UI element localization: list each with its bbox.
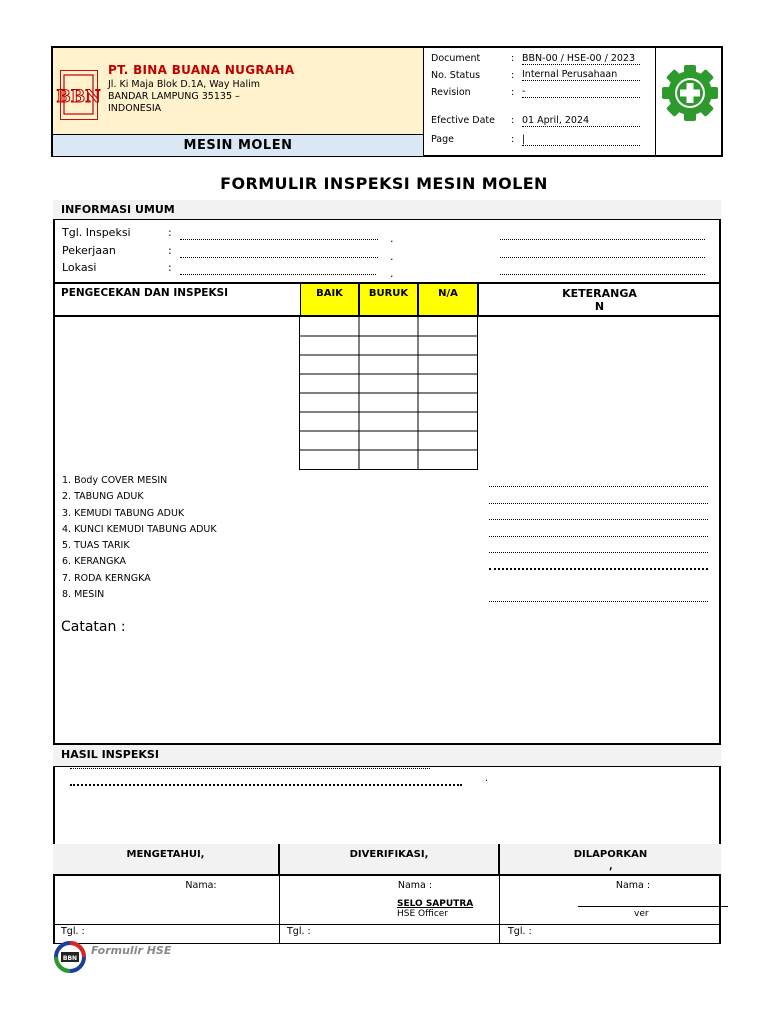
- field-label-date: Tgl. Inspeksi: [62, 226, 131, 239]
- field-input-date[interactable]: [180, 239, 378, 240]
- safety-gear-logo: [655, 48, 722, 155]
- checkbox-cell[interactable]: [300, 317, 359, 336]
- sig-name-label: Nama:: [185, 880, 217, 891]
- remark-line[interactable]: [489, 552, 708, 553]
- checkbox-cell[interactable]: [359, 317, 418, 336]
- sig-date-label[interactable]: Tgl. :: [508, 926, 532, 937]
- svg-text:BBN: BBN: [62, 955, 78, 962]
- meta-document-value: BBN-00 / HSE-00 / 2023: [522, 53, 640, 65]
- checklist-item: 5. TUAS TARIK: [62, 540, 130, 551]
- svg-text:BBN: BBN: [56, 87, 101, 107]
- company-address-line3: INDONESIA: [108, 103, 162, 114]
- result-header: HASIL INSPEKSI: [61, 748, 159, 761]
- checklist-item: 3. KEMUDI TABUNG ADUK: [62, 508, 185, 519]
- column-baik: BAIK: [300, 283, 359, 316]
- remark-line[interactable]: [489, 601, 708, 602]
- meta-date-label: Efective Date: [431, 115, 495, 126]
- checklist-item: 1. Body COVER MESIN: [62, 475, 168, 486]
- remark-line[interactable]: [489, 536, 708, 537]
- result-line[interactable]: [70, 768, 430, 769]
- verifier-role: HSE Officer: [397, 909, 448, 919]
- company-name: PT. BINA BUANA NUGRAHA: [108, 63, 295, 77]
- field-input-job[interactable]: [180, 257, 378, 258]
- meta-date-value: 01 April, 2024: [522, 115, 640, 127]
- field-input-job-extra[interactable]: [500, 257, 705, 258]
- notes-area[interactable]: [60, 640, 715, 740]
- sig-name-label: Nama :: [397, 880, 433, 891]
- meta-document-label: Document: [431, 53, 481, 64]
- meta-page-value: |: [522, 134, 640, 146]
- checklist-grid: [299, 316, 478, 470]
- meta-status-value: Internal Perusahaan: [522, 69, 640, 81]
- signature-header-diverifikasi: DIVERIFIKASI,: [279, 844, 499, 876]
- meta-revision-value: -: [522, 86, 640, 98]
- footer-logo: [53, 940, 87, 974]
- remark-line[interactable]: [489, 519, 708, 520]
- meta-status-label: No. Status: [431, 70, 481, 81]
- footer-label: Formulir HSE: [91, 944, 172, 957]
- general-info-header: INFORMASI UMUM: [53, 200, 721, 220]
- verifier-name: SELO SAPUTRA: [397, 899, 474, 909]
- checklist-header: PENGECEKAN DAN INSPEKSI: [61, 287, 229, 299]
- signature-header-dilaporkan: DILAPORKAN: [499, 844, 721, 876]
- sig-name-label: Nama :: [615, 880, 651, 891]
- notes-label: Catatan :: [61, 619, 126, 635]
- remark-line[interactable]: [489, 486, 708, 487]
- field-label-job: Pekerjaan: [62, 244, 116, 257]
- meta-page-label: Page: [431, 134, 454, 145]
- column-na: N/A: [418, 283, 478, 316]
- column-buruk: BURUK: [359, 283, 418, 316]
- remark-line[interactable]: [489, 503, 708, 504]
- sig-date-label[interactable]: Tgl. :: [287, 926, 311, 937]
- company-logo: [56, 70, 101, 120]
- result-line[interactable]: [70, 784, 462, 786]
- gear-icon: [662, 65, 718, 121]
- checklist-item: 2. TABUNG ADUK: [62, 491, 144, 502]
- remark-line[interactable]: [489, 568, 708, 570]
- field-input-location[interactable]: [180, 274, 376, 275]
- company-address-line1: Jl. Ki Maja Blok D.1A, Way Halim: [108, 79, 261, 90]
- form-title: FORMULIR INSPEKSI MESIN MOLEN: [220, 174, 548, 193]
- sig-date-label[interactable]: Tgl. :: [61, 926, 85, 937]
- field-label-location: Lokasi: [62, 261, 97, 274]
- signature-header-mengetahui: MENGETAHUI,: [53, 844, 279, 876]
- checklist-item: 7. RODA KERNGKA: [62, 573, 151, 584]
- field-input-date-extra[interactable]: [500, 239, 705, 240]
- checkbox-cell[interactable]: [418, 317, 477, 336]
- machine-title: MESIN MOLEN: [53, 134, 424, 156]
- company-address-line2: BANDAR LAMPUNG 35135 –: [108, 91, 240, 102]
- meta-revision-label: Revision: [431, 87, 471, 98]
- column-keterangan: KETERANGA N: [562, 287, 637, 313]
- field-input-location-extra[interactable]: [500, 274, 705, 275]
- checklist-item: 4. KUNCI KEMUDI TABUNG ADUK: [62, 524, 217, 535]
- checklist-item: 6. KERANGKA: [62, 556, 127, 567]
- reporter-role: ver: [634, 909, 649, 919]
- checklist-item: 8. MESIN: [62, 589, 105, 600]
